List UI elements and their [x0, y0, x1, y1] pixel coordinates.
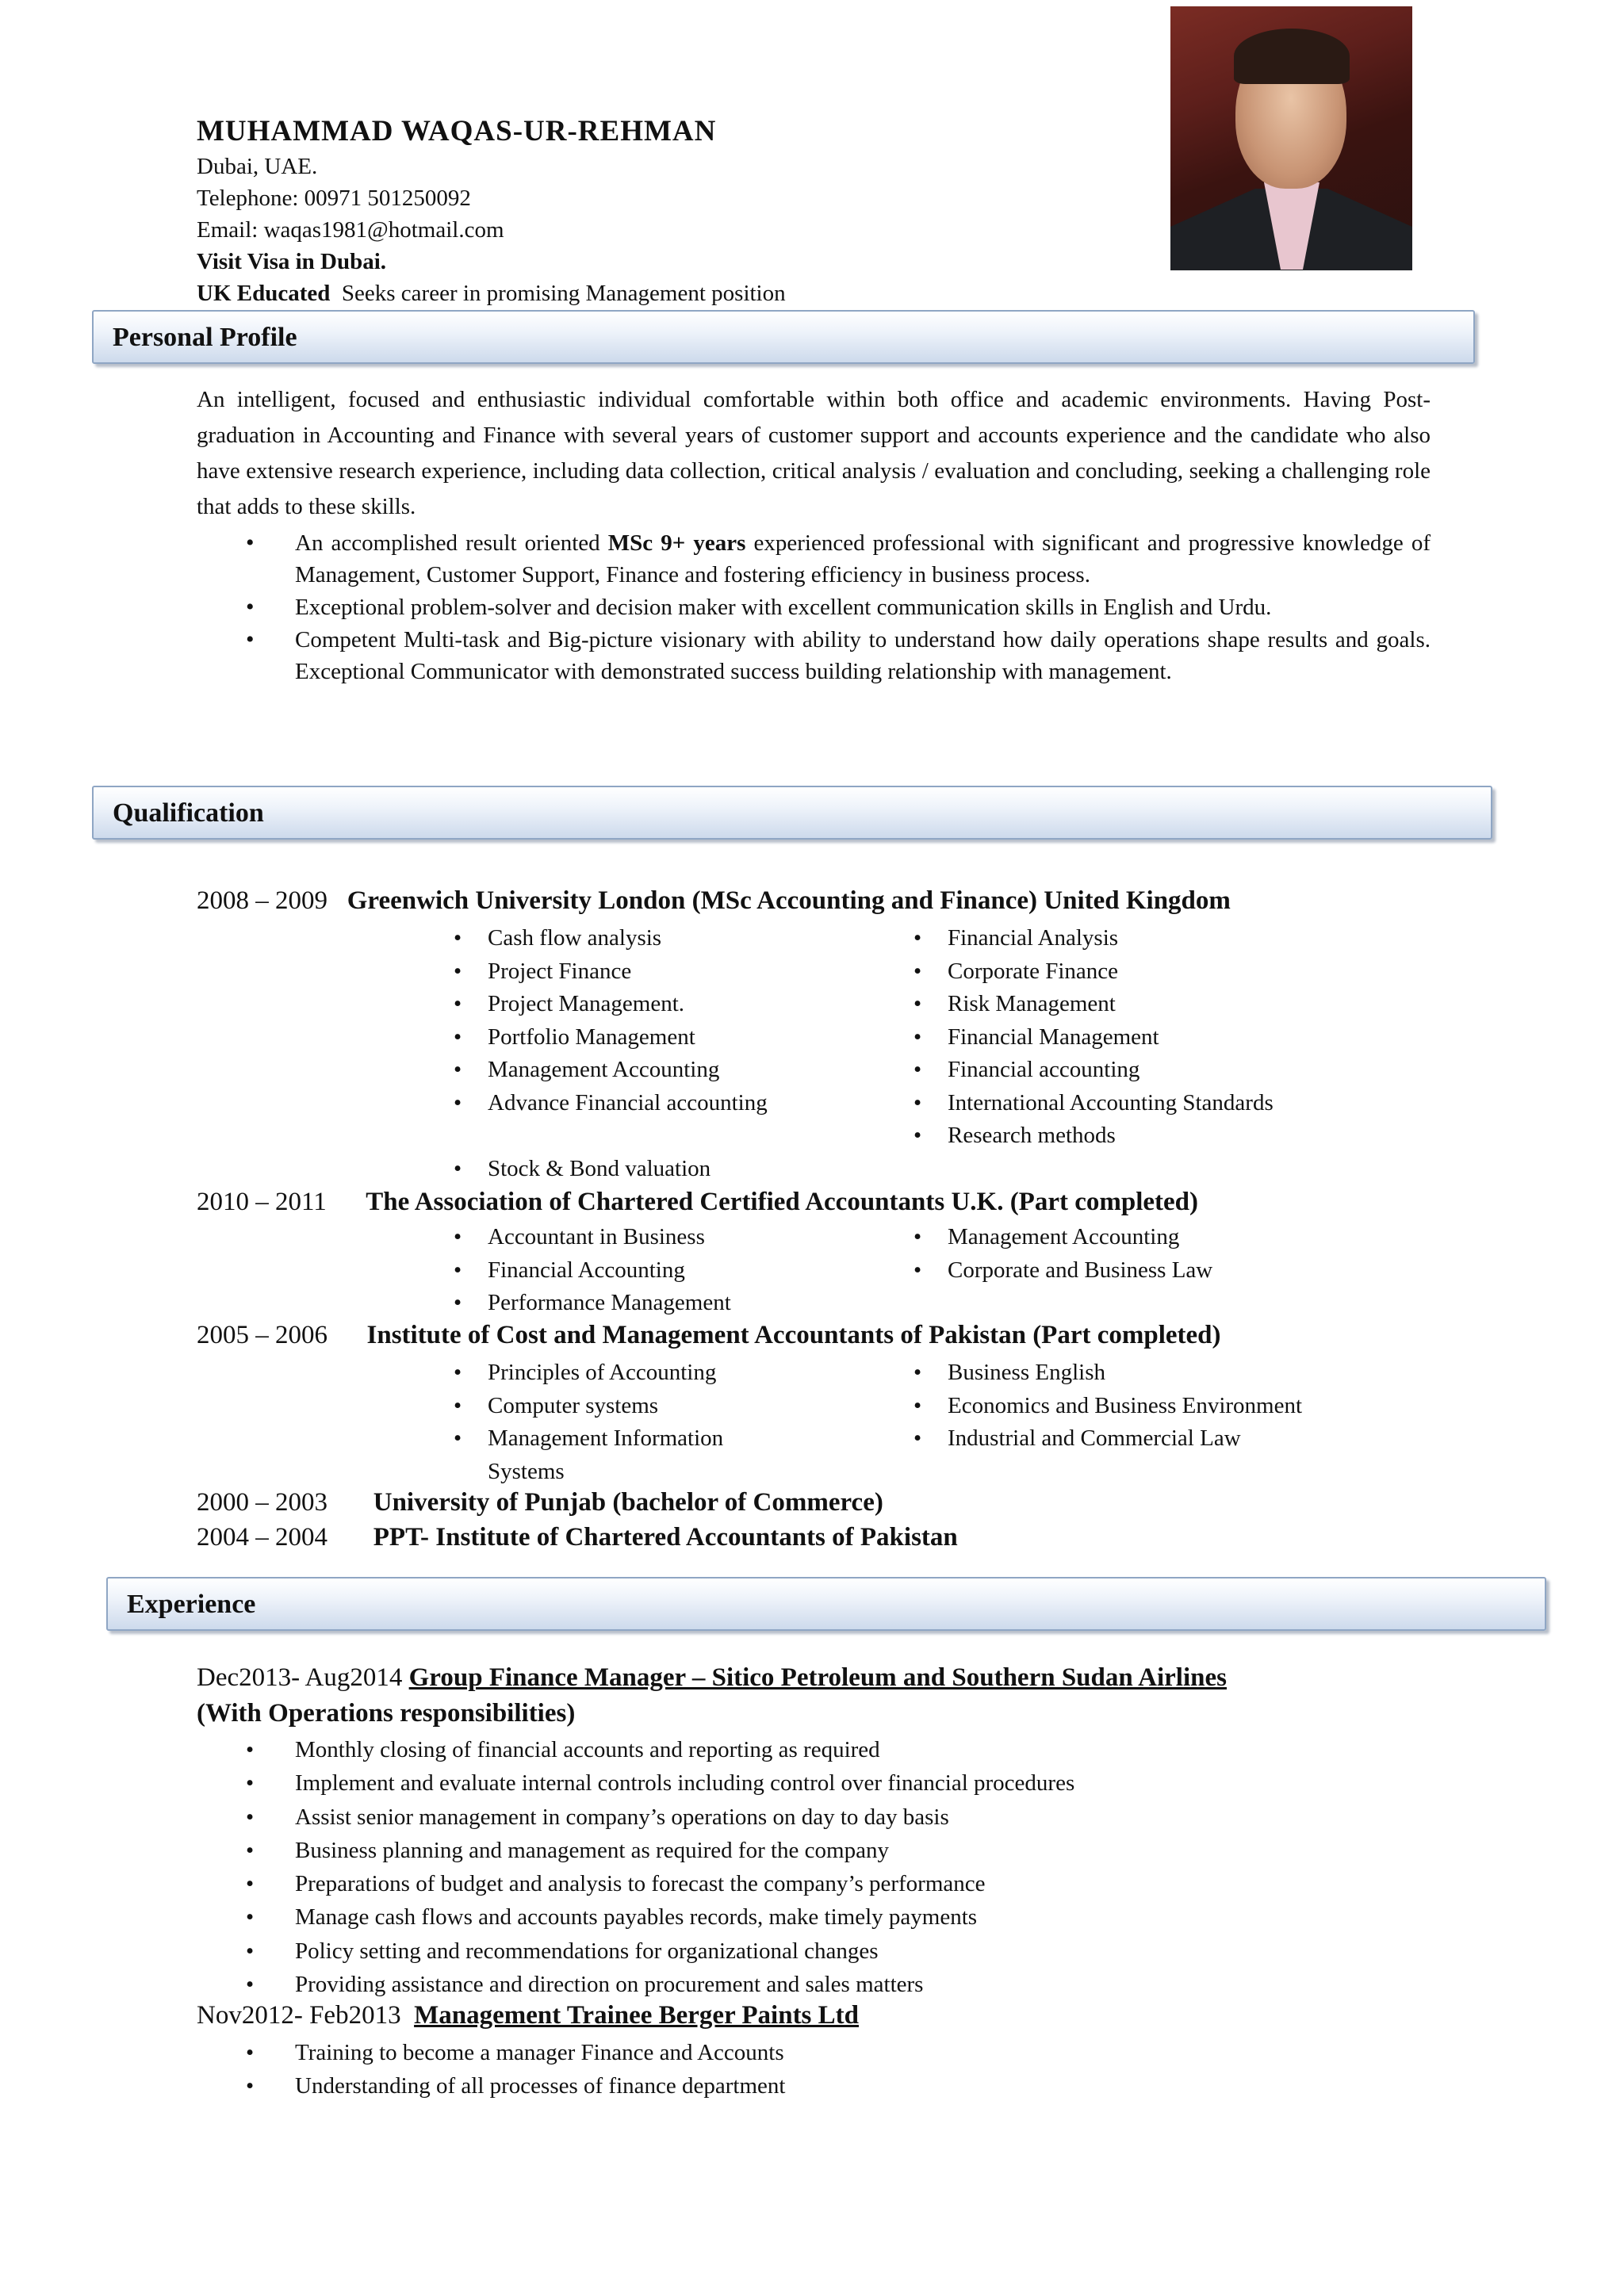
list-item: • Performance Management — [444, 1287, 848, 1320]
experience-duties — [197, 1733, 1074, 2001]
experience-heading — [197, 1998, 859, 2033]
qualification-years: 2010 – 2011 — [197, 1188, 327, 1216]
visa-status: Visit Visa in Dubai. — [197, 249, 387, 274]
section-title: Personal Profile — [113, 323, 297, 352]
experience-period: Dec2013- Aug2014 — [197, 1663, 409, 1692]
qualification-title: Greenwich University London (MSc Accounting and Finance) United Kingdom — [347, 886, 1231, 915]
list-item: • Management Accounting — [444, 1054, 848, 1087]
profile-photo — [1170, 6, 1412, 270]
list-item: • Providing assistance and direction on procurement and sales matters — [197, 1968, 1074, 2001]
qualification-years: 2004 – 2004 — [197, 1523, 327, 1552]
list-item: • Cash flow analysis — [444, 922, 848, 955]
qualification-row — [197, 1485, 883, 1520]
qualification-title: University of Punjab (bachelor of Commerce) — [373, 1488, 883, 1517]
experience-title: Management Trainee Berger Paints Ltd — [414, 2001, 859, 2030]
experience-title: Group Finance Manager – Sitico Petroleum and Southern Sudan Airlines — [408, 1663, 1227, 1692]
qualification-years: 2005 – 2006 — [197, 1321, 327, 1349]
telephone: Telephone: 00971 501250092 — [197, 186, 471, 211]
list-item: • Research methods — [904, 1119, 1308, 1153]
list-item: • Implement and evaluate internal controls including control over financial procedures — [197, 1766, 1074, 1800]
list-item: • Project Finance — [444, 955, 848, 989]
experience-subtitle: (With Operations responsibilities) — [197, 1699, 576, 1728]
experience-heading — [197, 1660, 1227, 1695]
list-item: • Business English — [904, 1357, 1308, 1390]
list-item: • Portfolio Management — [444, 1021, 848, 1054]
list-item: • Corporate Finance — [904, 955, 1308, 989]
list-item: • Economics and Business Environment — [904, 1390, 1308, 1423]
list-item: • Financial Accounting — [444, 1254, 848, 1288]
section-header-qualification — [92, 786, 1492, 840]
tagline-bold: UK Educated — [197, 281, 331, 306]
list-item: • Financial Management — [904, 1021, 1308, 1054]
qualification-years: 2008 – 2009 — [197, 886, 327, 915]
list-item: • Training to become a manager Finance and Accounts — [197, 2036, 785, 2069]
list-item: • Advance Financial accounting — [444, 1087, 848, 1120]
qualification-title: The Association of Chartered Certified Accountants U.K. (Part completed) — [366, 1188, 1199, 1216]
experience-period: Nov2012- Feb2013 — [197, 2001, 415, 2030]
list-item: • Corporate and Business Law — [904, 1254, 1308, 1288]
list-item: • Project Management. — [444, 988, 848, 1021]
profile-bullets — [197, 527, 1431, 688]
list-item: • Assist senior management in company’s operations on day to day basis — [197, 1800, 1074, 1834]
list-item: • Industrial and Commercial Law — [904, 1422, 1308, 1456]
list-item: • Competent Multi-task and Big-picture visionary with ability to understand how daily operations shape results and goals. Exceptional Communicator with demonstrated success building relationship with management. — [197, 624, 1431, 687]
tagline — [197, 277, 1148, 309]
list-item: • Stock & Bond valuation — [444, 1153, 848, 1186]
list-item: • Financial accounting — [904, 1054, 1308, 1087]
list-item: • Management Accounting — [904, 1221, 1308, 1254]
list-item: • Manage cash flows and accounts payables records, make timely payments — [197, 1900, 1074, 1934]
section-header-experience — [106, 1577, 1546, 1631]
list-item: • Principles of Accounting — [444, 1357, 848, 1390]
section-title: Experience — [127, 1590, 256, 1619]
list-item: • Business planning and management as required for the company — [197, 1834, 1074, 1867]
email: Email: waqas1981@hotmail.com — [197, 217, 504, 243]
list-item: • Exceptional problem-solver and decision maker with excellent communication skills in English and Urdu. — [197, 591, 1431, 623]
list-item: • Understanding of all processes of finance department — [197, 2069, 785, 2103]
candidate-name: MUHAMMAD WAQAS-UR-REHMAN — [197, 115, 717, 147]
profile-paragraph: An intelligent, focused and enthusiastic individual comfortable within both office and academic environments. Having Post-graduation in Accounting and Finance with several years of customer support and accounts experience and the candidate who also have extensive research experience, including data collection, critical analysis / evaluation and concluding, seeking a challenging role that adds to these skills. — [197, 387, 1431, 519]
contact-header — [197, 113, 1148, 309]
list-item: • Management Information Systems — [444, 1422, 848, 1488]
list-item: • Financial Analysis — [904, 922, 1308, 955]
qualification-row — [197, 1184, 1198, 1219]
list-item: • Preparations of budget and analysis to forecast the company’s performance — [197, 1867, 1074, 1900]
qualification-row — [197, 1318, 1221, 1353]
section-header-profile — [92, 310, 1475, 364]
qualification-row — [197, 883, 1231, 918]
location: Dubai, UAE. — [197, 154, 318, 179]
list-item: • Computer systems — [444, 1390, 848, 1423]
qualification-years: 2000 – 2003 — [197, 1488, 327, 1517]
section-title: Qualification — [113, 798, 264, 828]
tagline-text: Seeks career in promising Management position — [330, 281, 786, 306]
list-item: • Risk Management — [904, 988, 1308, 1021]
list-item: • An accomplished result oriented MSc 9+ years experienced professional with significant and progressive knowledge of Management, Customer Support, Finance and fostering efficiency in business process. — [197, 527, 1431, 591]
list-item: • Policy setting and recommendations for organizational changes — [197, 1934, 1074, 1968]
list-item: • International Accounting Standards — [904, 1087, 1308, 1120]
qualification-title: Institute of Cost and Management Accountants of Pakistan (Part completed) — [366, 1321, 1221, 1349]
list-item: • Accountant in Business — [444, 1221, 848, 1254]
qualification-row — [197, 1520, 958, 1555]
qualification-title: PPT- Institute of Chartered Accountants of Pakistan — [373, 1523, 958, 1552]
experience-duties — [197, 2036, 785, 2103]
list-item: • Monthly closing of financial accounts and reporting as required — [197, 1733, 1074, 1766]
